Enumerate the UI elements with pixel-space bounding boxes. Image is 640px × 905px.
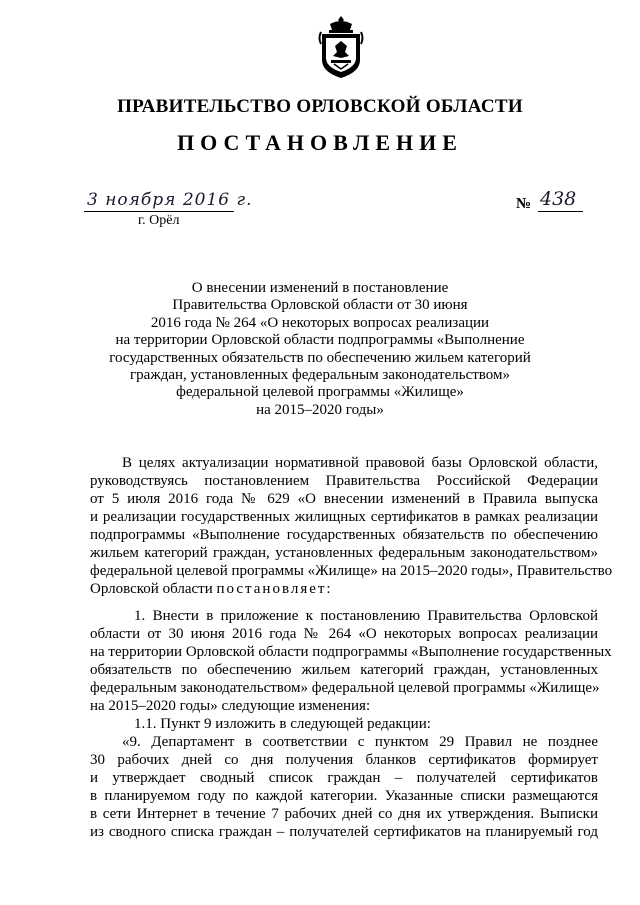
decree-title: [80, 280, 560, 419]
government-name: ПРАВИТЕЛЬСТВО ОРЛОВСКОЙ ОБЛАСТИ: [117, 96, 523, 117]
number-label: №: [516, 196, 532, 212]
text-fragment: Орловской области: [90, 581, 213, 597]
resolves-word: постановляет:: [216, 581, 333, 597]
text-line: руководствуясь постановлением Правительства Российской Федерации: [90, 473, 598, 489]
preamble-paragraph: [90, 454, 613, 598]
text-line: из сводного списка граждан – получателей сертификатов на планируемый год: [90, 824, 598, 840]
date-underline: [84, 211, 234, 212]
text-line: и утверждает сводный список граждан – получателей сертификатов: [90, 770, 598, 786]
title-line: О внесении изменений в постановление: [191, 280, 449, 296]
text-line: и реализации государственных жилищных сертификатов в рамках реализации: [90, 509, 598, 525]
text-line: 1.1. Пункт 9 изложить в следующей редакции:: [134, 716, 431, 732]
text-line: области от 30 июня 2016 года № 264 «О некоторых вопросах реализации: [90, 626, 598, 642]
text-line: в сети Интернет в течение 7 рабочих дней со дня их утверждения. Выписки: [90, 806, 598, 822]
text-line: «9. Департамент в соответствии с пунктом 29 Правил не позднее: [122, 734, 598, 750]
title-line: федеральной целевой программы «Жилище»: [176, 384, 464, 401]
number-underline: [538, 211, 583, 212]
handwritten-date: 3 ноября 2016 г.: [87, 190, 253, 210]
handwritten-number: 438: [540, 188, 577, 210]
text-line: 30 рабочих дней со дня получения бланков сертификатов формирует: [90, 752, 598, 768]
text-line: на территории Орловской области подпрограммы «Выполнение государственных: [90, 644, 612, 660]
decree-type-heading: ПОСТАНОВЛЕНИЕ: [177, 130, 463, 155]
title-line: на территории Орловской области подпрограммы «Выполнение: [115, 332, 525, 349]
coat-of-arms-emblem: [316, 14, 366, 80]
text-line: на 2015–2020 годы» следующие изменения:: [90, 698, 371, 714]
title-line: Правительства Орловской области от 30 июня: [172, 297, 468, 314]
text-line: федеральным законодательством» федеральной целевой программы «Жилище»: [90, 680, 600, 696]
text-line: В целях актуализации нормативной правовой базы Орловской области,: [122, 455, 598, 471]
item-1-paragraph: [90, 607, 612, 841]
text-line: подпрограммы «Выполнение государственных обязательств по обеспечению: [90, 527, 598, 543]
city-label: г. Орёл: [138, 213, 180, 228]
text-line: 1. Внести в приложение к постановлению Правительства Орловской: [134, 608, 598, 624]
text-line: федеральной целевой программы «Жилище» на 2015–2020 годы», Правительство: [90, 563, 613, 579]
text-line: жильем категорий граждан, установленных федеральным законодательством»: [90, 545, 598, 561]
title-line: государственных обязательств по обеспечению жильем категорий: [109, 349, 531, 366]
title-line: на 2015–2020 годы»: [256, 401, 384, 418]
text-line: обязательств по обеспечению жильем категорий граждан, установленных: [90, 662, 598, 678]
title-line: 2016 года № 264 «О некоторых вопросах реализации: [150, 314, 490, 331]
text-line: в планируемом году по каждой категории. Указанные списки размещаются: [90, 788, 598, 804]
text-line: [90, 580, 598, 598]
text-line: от 5 июля 2016 года № 629 «О внесении изменений в Правила выпуска: [90, 491, 598, 507]
title-line: граждан, установленных федеральным законодательством»: [130, 367, 510, 384]
